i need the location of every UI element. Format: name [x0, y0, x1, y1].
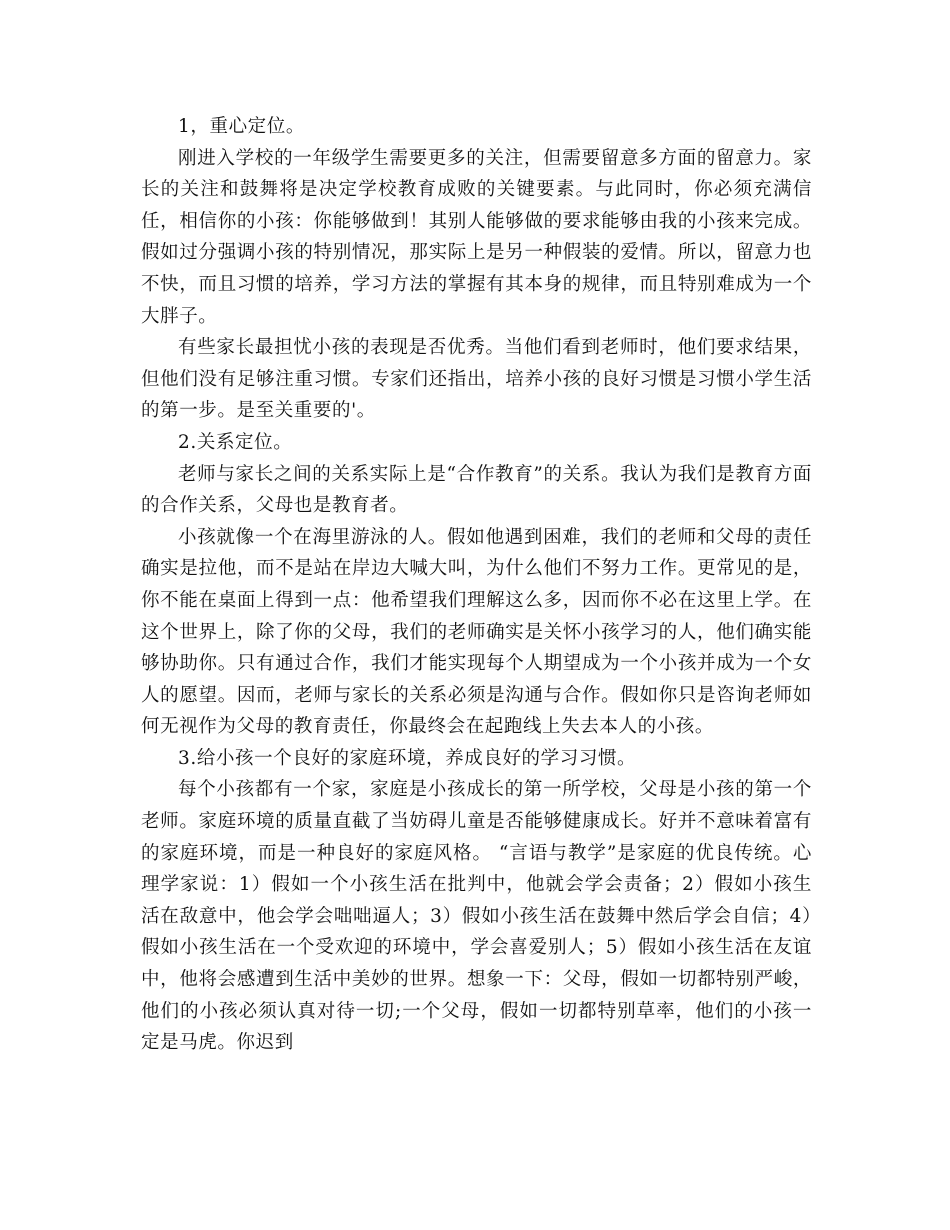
paragraph-parents-worry: 有些家长最担忧小孩的表现是否优秀。当他们看到老师时，他们要求结果，但他们没有足够注重习惯。专家们还指出，培养小孩的良好习惯是习惯小学生活的第一步。是至关重要的'。: [141, 337, 812, 422]
heading-focus-positioning: 1，重心定位。: [178, 116, 305, 137]
paragraph-family-school: 每个小孩都有一个家，家庭是小孩成长的第一所学校，父母是小孩的第一个老师。家庭环境的质量直截了当妨碍儿童是否能够健康成长。好并不意味着富有的家庭环境，而是一种良好的家庭风格。 “言语与教学”是家庭的优良传统。心理学家说：1）假如一个小孩生活在批判中，他就会学会责备；2）假如小孩生活在敌意中，他会学会咄咄逼人；3）假如小孩生活在鼓舞中然后学会自信；4）假如小孩生活在一个受欢迎的环境中，学会喜爱别人；5）假如小孩生活在友谊中，他将会感遭到生活中美妙的世界。想象一下：父母，假如一切都特别严峻，他们的小孩必须认真对待一切;一个父母，假如一切都特别草率，他们的小孩一定是马虎。你迟到: [141, 779, 812, 1054]
paragraph-swimming-analogy: 小孩就像一个在海里游泳的人。假如他遇到困难，我们的老师和父母的责任确实是拉他，而不是站在岸边大喊大叫，为什么他们不努力工作。更常见的是，你不能在桌面上得到一点：他希望我们理解这么多，因而你不必在这里上学。在这个世界上，除了你的父母，我们的老师确实是关怀小孩学习的人，他们确实能够协助你。只有通过合作，我们才能实现每个人期望成为一个小孩并成为一个女人的愿望。因而，老师与家长的关系必须是沟通与合作。假如你只是咨询老师如何无视作为父母的教育责任，你最终会在起跑线上失去本人的小孩。: [141, 526, 812, 738]
paragraph-first-grade-attention: 刚进入学校的一年级学生需要更多的关注，但需要留意多方面的留意力。家长的关注和鼓舞将是决定学校教育成败的关键要素。与此同时，你必须充满信任，相信你的小孩：你能够做到！其别人能够做的要求能够由我的小孩来完成。假如过分强调小孩的特别情况，那实际上是另一种假装的爱情。所以，留意力也不快，而且习惯的培养，学习方法的掌握有其本身的规律，而且特别难成为一个大胖子。: [141, 147, 812, 327]
heading-relationship-positioning: 2.关系定位。: [178, 431, 293, 453]
heading-family-environment: 3.给小孩一个良好的家庭环境，养成良好的学习习惯。: [178, 747, 637, 769]
paragraph-cooperative-education: 老师与家长之间的关系实际上是“合作教育”的关系。我认为我们是教育方面的合作关系，父母也是教育者。: [141, 463, 812, 517]
